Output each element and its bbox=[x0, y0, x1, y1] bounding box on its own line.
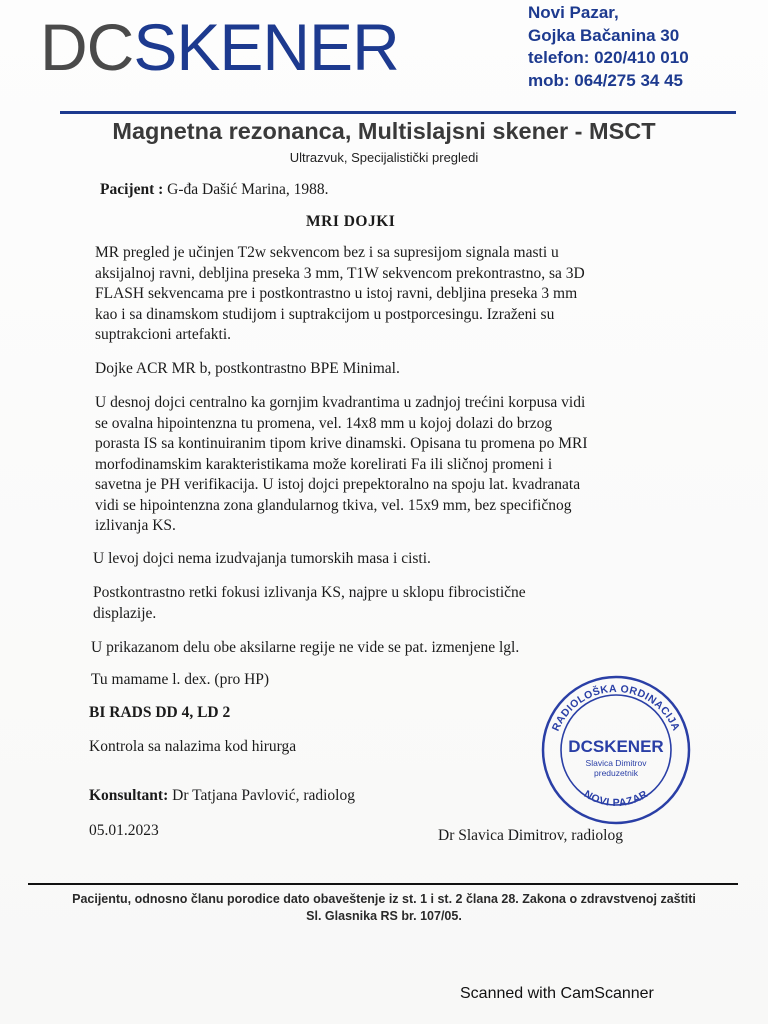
text-line: kao i sa dinamskom studijom i suptrakcijom u postporcesingu. Izraženi su bbox=[95, 305, 555, 323]
stamp-arc-bottom-text: NOVI PAZAR bbox=[581, 788, 651, 810]
contact-phone: telefon: 020/410 010 bbox=[528, 48, 689, 67]
page-subtitle: Ultrazvuk, Specijalistički pregledi bbox=[289, 150, 479, 165]
report-paragraph-5 bbox=[93, 583, 526, 624]
patient-value: G-đa Dašić Marina, 1988. bbox=[167, 181, 329, 198]
report-heading: MRI DOJKI bbox=[306, 213, 396, 230]
text-line: se ovalna hipointenzna tu promena, vel. 14x8 mm u kojoj dolazi do brzog bbox=[95, 414, 553, 432]
stamp-line-1: Slavica Dimitrov bbox=[585, 758, 647, 768]
legal-footer bbox=[0, 891, 768, 925]
footer-divider bbox=[28, 883, 738, 885]
radiology-stamp bbox=[540, 674, 692, 826]
logo-part-skener: SKENER bbox=[133, 10, 399, 84]
text-line: aksijalnoj ravni, debljina preseka 3 mm, T1W sekvencom prekontrastno, sa 3D bbox=[95, 264, 585, 282]
report-paragraph-1 bbox=[95, 243, 585, 346]
footer-line: Pacijentu, odnosno članu porodice dato obaveštenje iz st. 1 i st. 2 člana 28. Zakona o zdravstvenoj zaštiti bbox=[72, 892, 696, 906]
text-line: morfodinamskim karakteristikama može korelirati Fa ili sličnoj promeni i bbox=[95, 455, 553, 473]
company-logo bbox=[40, 10, 399, 84]
text-line: FLASH sekvencama pre i postkontrastno u istoj ravni, debljina preseka 3 mm bbox=[95, 285, 578, 302]
contact-mobile: mob: 064/275 34 45 bbox=[528, 70, 683, 90]
patient-line bbox=[100, 180, 329, 201]
consultant-label: Konsultant: bbox=[89, 787, 169, 804]
report-paragraph-7: Tu mamame l. dex. (pro HP) bbox=[91, 671, 270, 688]
footer-line: Sl. Glasnika RS br. 107/05. bbox=[306, 909, 462, 923]
camscanner-watermark: Scanned with CamScanner bbox=[460, 985, 654, 1002]
page-title: Magnetna rezonanca, Multislajsni skener - MSCT bbox=[112, 118, 656, 144]
stamp-arc-top-text: RADIOLOŠKA ORDINACIJA bbox=[549, 682, 683, 734]
header-divider bbox=[60, 111, 736, 114]
contact-address: Gojka Bačanina 30 bbox=[528, 25, 680, 45]
contact-city: Novi Pazar, bbox=[528, 3, 619, 22]
consultant-value: Dr Tatjana Pavlović, radiolog bbox=[172, 787, 355, 804]
birads-line: BI RADS DD 4, LD 2 bbox=[89, 704, 231, 721]
stamp-arc-top bbox=[550, 683, 682, 733]
text-line: MR pregled je učinjen T2w sekvencom bez i sa supresijom signala masti u bbox=[95, 244, 559, 261]
report-paragraph-9: Kontrola sa nalazima kod hirurga bbox=[89, 738, 297, 755]
text-line: Postkontrastno retki fokusi izlivanja KS, najpre u sklopu fibrocistične bbox=[93, 584, 526, 601]
report-paragraph-3 bbox=[95, 393, 587, 537]
text-line: porasta IS sa kontinuiranim tipom krive dinamski. Opisana tu promena po MRI bbox=[95, 435, 588, 452]
report-date: 05.01.2023 bbox=[89, 822, 159, 839]
report-paragraph-2: Dojke ACR MR b, postkontrastno BPE Minimal. bbox=[95, 360, 400, 377]
text-line: displazije. bbox=[93, 604, 157, 622]
stamp-line-2: preduzetnik bbox=[594, 768, 638, 778]
text-line: suptrakcioni artefakti. bbox=[95, 326, 232, 343]
stamp-arc-bottom bbox=[582, 788, 650, 809]
doctor-signature-line: Dr Slavica Dimitrov, radiolog bbox=[438, 827, 623, 844]
text-line: vidi se hipointenzna zona glandularnog tkiva, vel. 15x9 mm, bez specifičnog bbox=[95, 496, 572, 514]
logo-part-dc: DC bbox=[40, 10, 134, 84]
report-paragraph-6: U prikazanom delu obe aksilarne regije ne vide se pat. izmenjene lgl. bbox=[91, 639, 520, 656]
text-line: izlivanja KS. bbox=[95, 517, 176, 534]
contact-block bbox=[528, 2, 689, 92]
text-line: savetna je PH verifikacija. U istoj dojci prepektoralno na spoju lat. kvadranata bbox=[95, 476, 581, 493]
patient-label: Pacijent : bbox=[100, 181, 164, 198]
text-line: U desnoj dojci centralno ka gornjim kvadrantima u zadnjoj trećini korpusa vidi bbox=[95, 394, 586, 411]
report-paragraph-4: U levoj dojci nema izudvajanja tumorskih masa i cisti. bbox=[93, 550, 431, 567]
stamp-logo: DCSKENER bbox=[568, 737, 664, 756]
consultant-line bbox=[89, 786, 355, 807]
